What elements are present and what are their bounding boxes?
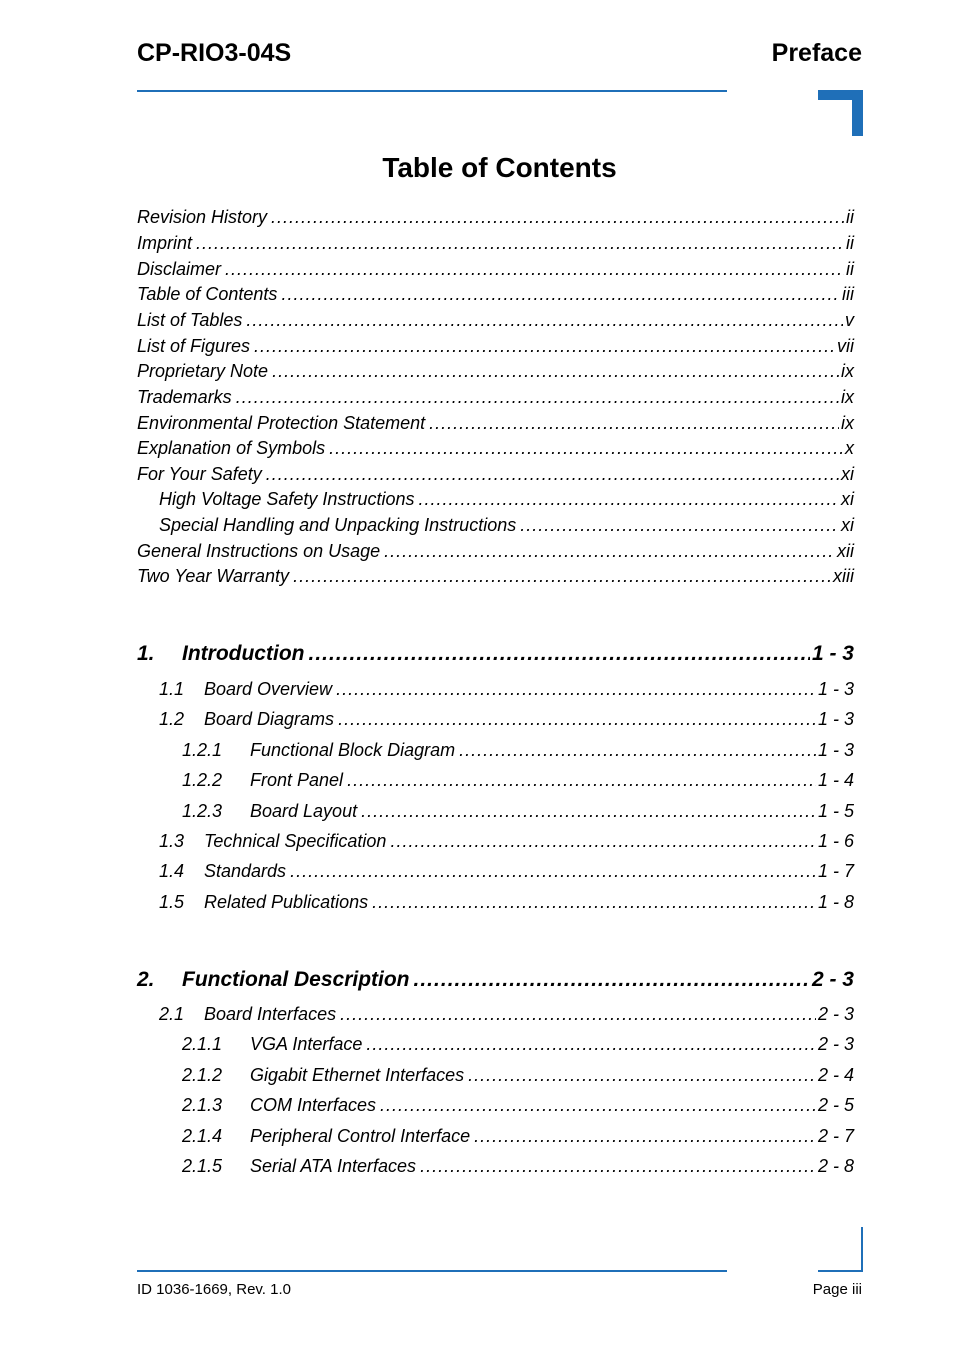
section-page: 1 - 7 bbox=[817, 861, 854, 881]
section-label: Peripheral Control Interface bbox=[250, 1126, 471, 1146]
section-number: 1.2 bbox=[159, 709, 185, 729]
section-label: Technical Specification bbox=[204, 831, 387, 851]
dot-leader bbox=[236, 386, 839, 408]
toc-entry-page: xi bbox=[841, 515, 854, 535]
page-title: Table of Contents bbox=[382, 152, 617, 183]
toc-entry-page: vii bbox=[837, 336, 854, 356]
toc-entry-page: ix bbox=[841, 413, 854, 433]
toc-subsection[interactable] bbox=[182, 739, 854, 761]
toc-entry-page: iii bbox=[842, 284, 854, 304]
toc-entry-label: Revision History bbox=[137, 207, 268, 227]
chapter-page: 2 - 3 bbox=[811, 968, 854, 991]
header-rule bbox=[137, 90, 727, 92]
toc-entry-label: Trademarks bbox=[137, 387, 232, 407]
footer-corner-mark bbox=[818, 1270, 863, 1272]
toc-entry-page: ii bbox=[846, 233, 854, 253]
section-page: 2 - 3 bbox=[817, 1034, 854, 1054]
footer-rule bbox=[137, 1270, 727, 1272]
section-page: 2 - 7 bbox=[817, 1126, 854, 1146]
dot-leader bbox=[272, 360, 839, 382]
chapter-number: 1. bbox=[137, 642, 155, 665]
dot-leader bbox=[418, 488, 839, 510]
footer-corner-mark-vertical bbox=[861, 1227, 863, 1272]
dot-leader bbox=[474, 1125, 816, 1147]
section-page: 1 - 6 bbox=[817, 831, 854, 851]
section-label: Board Interfaces bbox=[204, 1004, 337, 1024]
section-number: 2.1.3 bbox=[182, 1095, 223, 1115]
toc-entry[interactable] bbox=[137, 437, 854, 459]
toc-section[interactable] bbox=[159, 891, 854, 913]
toc-entry[interactable] bbox=[137, 258, 854, 280]
section-page: 1 - 8 bbox=[817, 892, 854, 912]
section-number: 2.1.1 bbox=[182, 1034, 223, 1054]
toc-section[interactable] bbox=[159, 1003, 854, 1025]
section-number: 2.1.2 bbox=[182, 1065, 223, 1085]
section-page: 2 - 5 bbox=[817, 1095, 854, 1115]
dot-leader bbox=[271, 206, 844, 228]
toc-entry-label: List of Tables bbox=[137, 310, 243, 330]
section-number: 1.3 bbox=[159, 831, 185, 851]
dot-leader bbox=[384, 540, 835, 562]
section-number: 1.1 bbox=[159, 679, 185, 699]
toc-subsection[interactable] bbox=[182, 1033, 854, 1055]
dot-leader bbox=[225, 258, 844, 280]
toc-entry-label: Imprint bbox=[137, 233, 193, 253]
header-section-name: Preface bbox=[771, 39, 862, 67]
section-number: 2.1 bbox=[159, 1004, 185, 1024]
dot-leader bbox=[420, 1155, 816, 1177]
section-number: 1.4 bbox=[159, 861, 185, 881]
toc-entry-label: Explanation of Symbols bbox=[137, 438, 326, 458]
section-label: Board Layout bbox=[250, 801, 358, 821]
toc-entry-label: Special Handling and Unpacking Instructions bbox=[159, 515, 517, 535]
dot-leader bbox=[329, 437, 843, 459]
toc-entry-label: Proprietary Note bbox=[137, 361, 269, 381]
toc-entry[interactable] bbox=[137, 335, 854, 357]
section-label: VGA Interface bbox=[250, 1034, 363, 1054]
chapter-label: Functional Description bbox=[182, 968, 410, 991]
section-page: 1 - 5 bbox=[817, 801, 854, 821]
section-page: 1 - 4 bbox=[817, 770, 854, 790]
section-number: 1.2.3 bbox=[182, 801, 223, 821]
toc-entry-page: ii bbox=[846, 207, 854, 227]
dot-leader bbox=[290, 860, 816, 882]
dot-leader bbox=[281, 283, 840, 305]
toc-entry[interactable] bbox=[137, 412, 854, 434]
toc-entry[interactable] bbox=[137, 565, 854, 587]
toc-section[interactable] bbox=[159, 860, 854, 882]
toc-entry-page: v bbox=[845, 310, 854, 330]
toc-subentry[interactable] bbox=[159, 514, 854, 536]
toc-entry[interactable] bbox=[137, 360, 854, 382]
header-product-name: CP-RIO3-04S bbox=[137, 39, 292, 67]
dot-leader bbox=[361, 800, 816, 822]
toc-entry-page: xii bbox=[837, 541, 854, 561]
section-page: 1 - 3 bbox=[817, 679, 854, 699]
dot-leader bbox=[347, 769, 816, 791]
header-corner-mark-vertical bbox=[852, 90, 863, 136]
section-label: Gigabit Ethernet Interfaces bbox=[250, 1065, 465, 1085]
toc-entry-page: x bbox=[845, 438, 854, 458]
section-label: Front Panel bbox=[250, 770, 344, 790]
toc-entry[interactable] bbox=[137, 540, 854, 562]
toc-entry-page: xi bbox=[841, 489, 854, 509]
section-number: 2.1.4 bbox=[182, 1126, 223, 1146]
toc-entry[interactable] bbox=[137, 386, 854, 408]
footer-page-number: Page iii bbox=[812, 1281, 862, 1298]
chapter-label: Introduction bbox=[182, 642, 305, 665]
toc-subsection[interactable] bbox=[182, 769, 854, 791]
toc-entry[interactable] bbox=[137, 206, 854, 228]
footer-document-id: ID 1036-1669, Rev. 1.0 bbox=[137, 1281, 291, 1298]
section-page: 2 - 8 bbox=[817, 1156, 854, 1176]
dot-leader bbox=[459, 739, 816, 761]
section-label: Board Diagrams bbox=[204, 709, 335, 729]
section-number: 1.5 bbox=[159, 892, 185, 912]
section-label: Serial ATA Interfaces bbox=[250, 1156, 417, 1176]
dot-leader bbox=[266, 463, 839, 485]
section-label: Related Publications bbox=[204, 892, 369, 912]
toc-entry-label: General Instructions on Usage bbox=[137, 541, 381, 561]
toc-chapter-heading[interactable] bbox=[137, 641, 854, 667]
section-label: Board Overview bbox=[204, 679, 333, 699]
toc-entry-page: ix bbox=[841, 361, 854, 381]
dot-leader bbox=[372, 891, 816, 913]
section-number: 1.2.1 bbox=[182, 740, 223, 760]
toc-section[interactable] bbox=[159, 830, 854, 852]
toc-entry-page: xiii bbox=[833, 566, 854, 586]
section-label: Standards bbox=[204, 861, 287, 881]
toc-subsection[interactable] bbox=[182, 1125, 854, 1147]
toc-entry-label: For Your Safety bbox=[137, 464, 262, 484]
toc-entry-page: ii bbox=[846, 259, 854, 279]
toc-entry-label: Two Year Warranty bbox=[137, 566, 290, 586]
toc-entry[interactable] bbox=[137, 232, 854, 254]
dot-leader bbox=[246, 309, 843, 331]
section-number: 1.2.2 bbox=[182, 770, 223, 790]
dot-leader bbox=[338, 708, 816, 730]
section-label: Functional Block Diagram bbox=[250, 740, 456, 760]
section-page: 1 - 3 bbox=[817, 709, 854, 729]
section-page: 1 - 3 bbox=[817, 740, 854, 760]
toc-entry-label: List of Figures bbox=[137, 336, 251, 356]
section-label: COM Interfaces bbox=[250, 1095, 377, 1115]
dot-leader bbox=[336, 678, 816, 700]
chapter-page: 1 - 3 bbox=[811, 642, 854, 665]
chapter-number: 2. bbox=[137, 968, 155, 991]
dot-leader bbox=[380, 1094, 816, 1116]
toc-section[interactable] bbox=[159, 678, 854, 700]
dot-leader bbox=[520, 514, 839, 536]
toc-subsection[interactable] bbox=[182, 1094, 854, 1116]
toc-entry[interactable] bbox=[137, 309, 854, 331]
toc-chapter-heading[interactable] bbox=[137, 967, 854, 993]
toc-entry-label: Disclaimer bbox=[137, 259, 222, 279]
toc-subsection[interactable] bbox=[182, 800, 854, 822]
toc-entry[interactable] bbox=[137, 283, 854, 305]
toc-entry-label: Environmental Protection Statement bbox=[137, 413, 426, 433]
dot-leader bbox=[429, 412, 839, 434]
dot-leader bbox=[414, 967, 810, 993]
toc-entry-page: ix bbox=[841, 387, 854, 407]
toc-entry-label: Table of Contents bbox=[137, 284, 278, 304]
dot-leader bbox=[293, 565, 831, 587]
toc-entry[interactable] bbox=[137, 463, 854, 485]
section-number: 2.1.5 bbox=[182, 1156, 223, 1176]
toc-entry-page: xi bbox=[841, 464, 854, 484]
dot-leader bbox=[308, 641, 809, 667]
toc-entry-label: High Voltage Safety Instructions bbox=[159, 489, 415, 509]
dot-leader bbox=[390, 830, 816, 852]
section-page: 2 - 3 bbox=[817, 1004, 854, 1024]
dot-leader bbox=[340, 1003, 816, 1025]
toc-subentry[interactable] bbox=[159, 488, 854, 510]
toc-section[interactable] bbox=[159, 708, 854, 730]
dot-leader bbox=[366, 1033, 816, 1055]
dot-leader bbox=[254, 335, 835, 357]
toc-subsection[interactable] bbox=[182, 1155, 854, 1177]
toc-subsection[interactable] bbox=[182, 1064, 854, 1086]
dot-leader bbox=[468, 1064, 816, 1086]
dot-leader bbox=[196, 232, 844, 254]
section-page: 2 - 4 bbox=[817, 1065, 854, 1085]
